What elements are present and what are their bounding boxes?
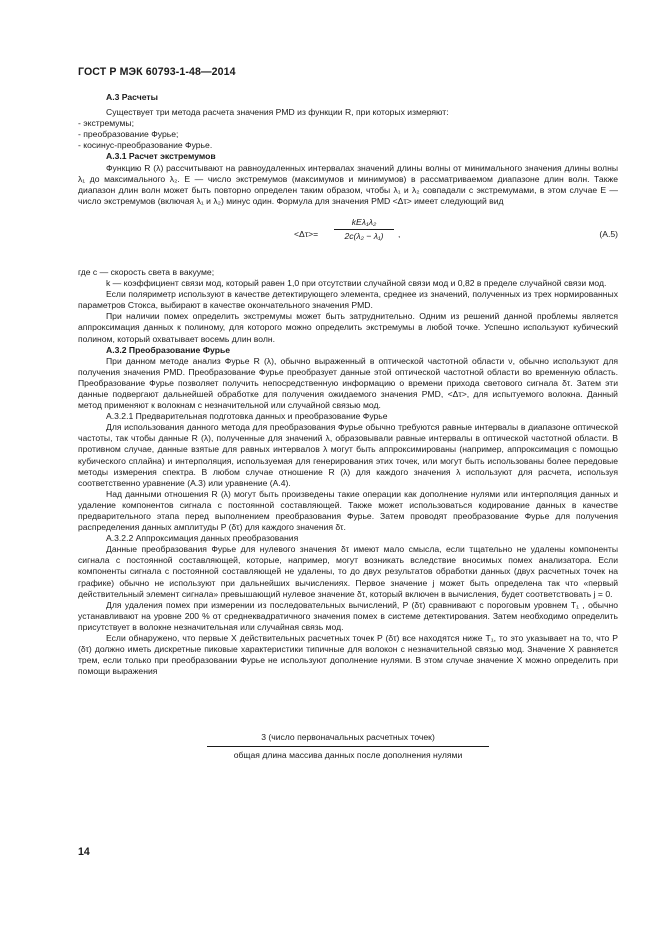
formula-fraction [334,217,394,242]
paragraph: Если поляриметр используют в качестве детектирующего элемента, среднее из значений, полученных из трех нормированных параметров Стокса, выбирают в качестве окончательного значения PMD. [78,289,618,311]
section-a322-title: А.3.2.2 Аппроксимация данных преобразования [106,533,299,544]
formula-lhs: <Δτ>= [294,228,319,239]
paragraph: Над данными отношения R (λ) могут быть произведены такие операции как дополнение нулями или интерполяция данных и удаление компонентов сигнала с постоянной составляющей. Также может использоваться кодирование данных в качестве предварительного этапа перед выполнением преобразования Фурье. Затем проводят преобразование Фурье для получения распределения данных амплитуды P (δτ) для каждого значения δτ. [78,488,618,533]
fraction-numerator: 3 (число первоначальных расчетных точек) [261,732,435,742]
paragraph: Если обнаружено, что первые X действительных расчетных точек P (δτ) все находятся ниже T₁, то это указывает на то, что P (δτ) должно иметь дискретные пиковые характеристики типичные для волокон с незначительной связью мод. Значение X равняется трем, если только при преобразовании Фурье не используют дополнение нулями. В этом случае значение X можно определить при помощи выражения [78,633,618,677]
formula-denominator: 2c(λ₂ − λ₁) [344,231,384,242]
paragraph: Для использования данного метода для преобразования Фурье обычно требуются равные интервалы в диапазоне оптической частоты, так чтобы данные R (λ), полученные для значений λ, образовывали равные интервалы в оптической частотной области. В противном случае, данные взятые для равных интервалов λ могут быть аппроксимированы (например, аппроксимация с помощью кубического сплайна) и интерполяция, используемая для генерирования этих точек, или могут быть использованы более передовые методы измерения спектра. В любом случае отношение R (λ) для каждого значения λ используют для расчета, используя соответственно уравнение (A.3) или уравнение (A.4). [78,422,618,488]
list-item: - экстремумы; [78,118,134,129]
document-body [78,92,618,677]
section-a321-title: А.3.2.1 Предварительная подготовка данных и преобразование Фурье [106,411,388,422]
formula-a5 [78,213,618,259]
page-number: 14 [78,846,90,858]
paragraph: Функцию R (λ) рассчитывают на равноудаленных интервалах значений длины волны от минимального значения длины волны λ₁ до максимального λ₂. E — число экстремумов (максимумов и минимумов) в рассматриваемом диапазоне длин волн. Также диапазон длин волн может быть повторно определен таким образом, чтобы λ₁ и λ₂ совпадали с экстремумами, в этом случае E — число экстремумов (включая λ₁ и λ₂) минус один. Формула для значения PMD <Δτ> имеет следующий вид [78,162,618,206]
fraction-line [207,746,489,747]
section-a3-title: А.3 Расчеты [106,92,158,102]
fraction-denominator: общая длина массива данных после дополнения нулями [233,750,463,760]
section-a31-title: А.3.1 Расчет экстремумов [106,151,216,162]
section-a3-intro: Существует три метода расчета значения PMD из функции R, при которых измеряют: [106,107,449,118]
paragraph: Для удаления помех при измерении из последовательных вычислений, P (δτ) сравнивают с пороговым уровнем T₁ , обычно устанавливают на уровне 200 % от среднеквадратичного значения помех в системе детектирования. Затем необходимо определить присутствует в волокне незначительная или случайная связь мод. [78,599,618,632]
paragraph: Данные преобразования Фурье для нулевого значения δτ имеют мало смысла, если тщательно не удалены компоненты сигнала с постоянной составляющей, которые, например, могут возникать вследствие вносимых помех анализатора. Если компоненты сигнала с постоянной составляющей не удалены, то до двух результатов обработки данных (двух расчетных точек на графике) обычно не используют при дальнейших вычислениях. Первое значение j может быть определена так что «первый действительный элемент сигнала» превышающий нулевое значение δτ, который включен в вычисления, будет соответствовать j = 0. [78,544,618,599]
paragraph: При данном методе анализ Фурье R (λ), обычно выраженный в оптической частотной области ν, обычно используют для получения значения PMD. Преобразование Фурье преобразует данные этой оптической частотной области во временную область. Преобразование Фурье позволяет получить непосредственную информацию о времени прихода светового сигнала δτ. Затем эти данные подвергают дальнейшей обработке для получения ожидаемого значения PMD, <Δτ>, для испытуемого волокна. Данный метод применяют к волокнам с незначительной или случайной связью мод. [78,355,618,411]
formula-number: (A.5) [599,228,618,239]
where-clause: где c — скорость света в вакууме; [78,266,215,277]
where-clause: k — коэффициент связи мод, который равен 1,0 при отсутствии случайной связи мод и 0,82 в пределе случайной связи мод. [106,278,607,289]
formula-numerator: kEλ₁λ₂ [334,217,394,230]
section-a32-title: А.3.2 Преобразование Фурье [106,344,231,355]
formula-comma: , [398,228,401,239]
document-header: ГОСТ Р МЭК 60793-1-48—2014 [78,66,236,78]
list-item: - косинус-преобразование Фурье. [78,140,213,151]
paragraph: При наличии помех определить экстремумы может быть затруднительно. Одним из решений данной проблемы является аппроксимация данных к полиному, для которого можно определить экстремумы в любой точке. Успешно используют кубический полином, который охватывает восемь длин волн. [78,311,618,344]
list-item: - преобразование Фурье; [78,129,179,140]
